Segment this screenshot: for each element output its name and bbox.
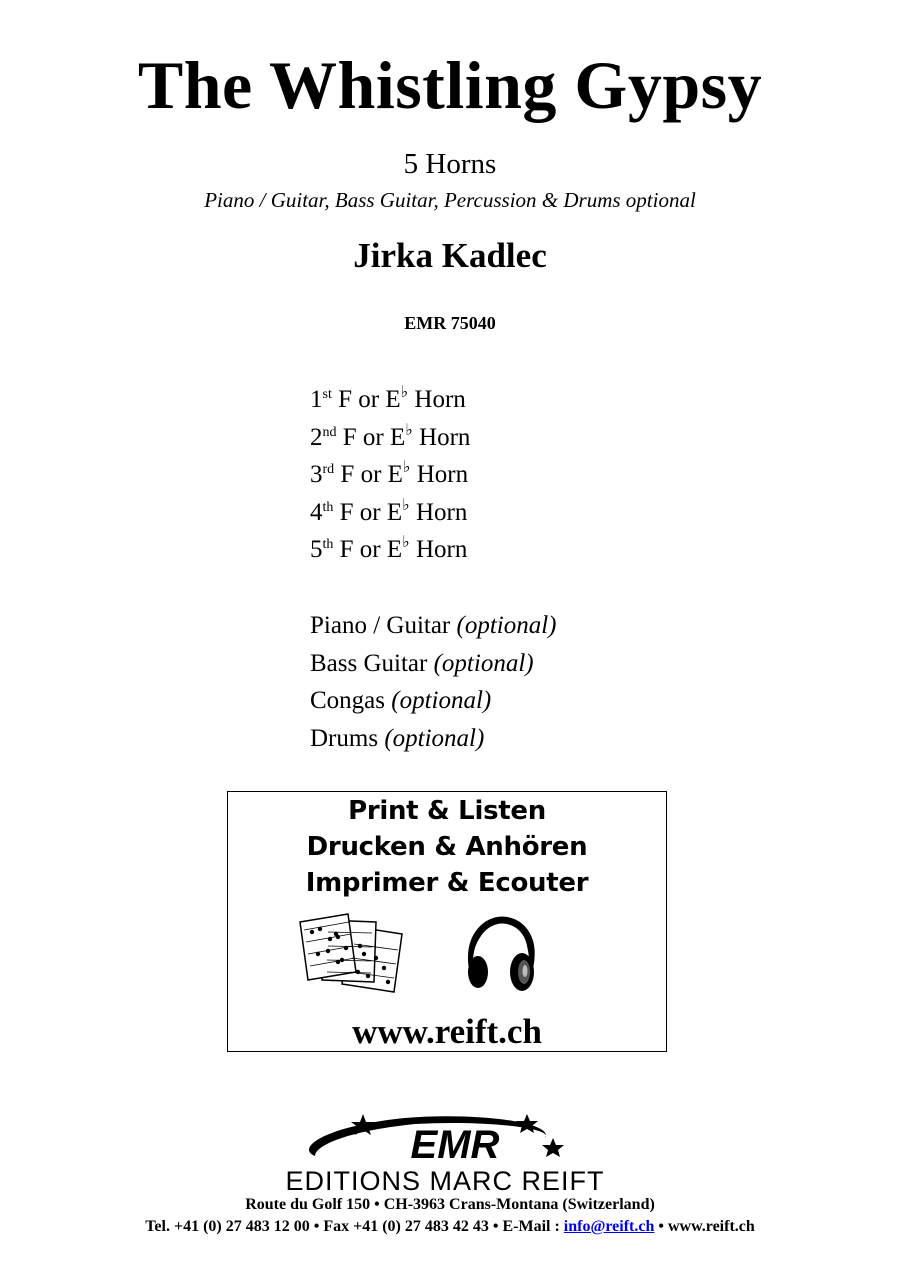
piece-title: The Whistling Gypsy bbox=[137, 47, 763, 123]
publisher-name: EDITIONS MARC REIFT bbox=[285, 1166, 605, 1194]
sheet-music-icon bbox=[298, 912, 410, 994]
parts-list bbox=[310, 381, 470, 569]
optional-part-item: Congas (optional) bbox=[310, 687, 492, 715]
part-item: 3rd F or E♭ Horn bbox=[310, 457, 469, 489]
website-url[interactable]: www.reift.ch bbox=[352, 1012, 542, 1051]
promo-line-german: Drucken & Anhören bbox=[306, 832, 588, 862]
part-item: 5th F or E♭ Horn bbox=[310, 532, 468, 564]
headphones-icon bbox=[464, 916, 538, 996]
email-link[interactable]: info@reift.ch bbox=[563, 1218, 655, 1235]
optional-part-item: Drums (optional) bbox=[310, 724, 485, 752]
promo-line-english: Print & Listen bbox=[348, 796, 546, 826]
part-item: 2nd F or E♭ Horn bbox=[310, 419, 471, 451]
part-item: 1st F or E♭ Horn bbox=[310, 382, 466, 413]
optional-part-item: Piano / Guitar (optional) bbox=[310, 612, 557, 639]
optional-parts-list bbox=[310, 607, 557, 757]
optional-part-item: Bass Guitar (optional) bbox=[310, 649, 534, 677]
promo-line-french: Imprimer & Ecouter bbox=[305, 868, 589, 898]
composer-name: Jirka Kadlec bbox=[353, 236, 547, 275]
optional-instrumentation: Piano / Guitar, Bass Guitar, Percussion & Drums optional bbox=[204, 188, 696, 212]
catalog-number: EMR 75040 bbox=[404, 313, 496, 333]
publisher-contact: Tel. +41 (0) 27 483 12 00 • Fax +41 (0) 27 483 42 43 • E-Mail : info@reift.ch • www.reift.ch bbox=[145, 1218, 755, 1235]
ensemble-subtitle: 5 Horns bbox=[403, 148, 497, 180]
logo-emr-text: EMR bbox=[410, 1123, 500, 1167]
publisher-logo bbox=[255, 1108, 635, 1194]
part-item: 4th F or E♭ Horn bbox=[310, 494, 468, 526]
print-and-listen-box bbox=[227, 791, 667, 1052]
publisher-address: Route du Golf 150 • CH-3963 Crans-Montana (Switzerland) bbox=[245, 1196, 655, 1213]
